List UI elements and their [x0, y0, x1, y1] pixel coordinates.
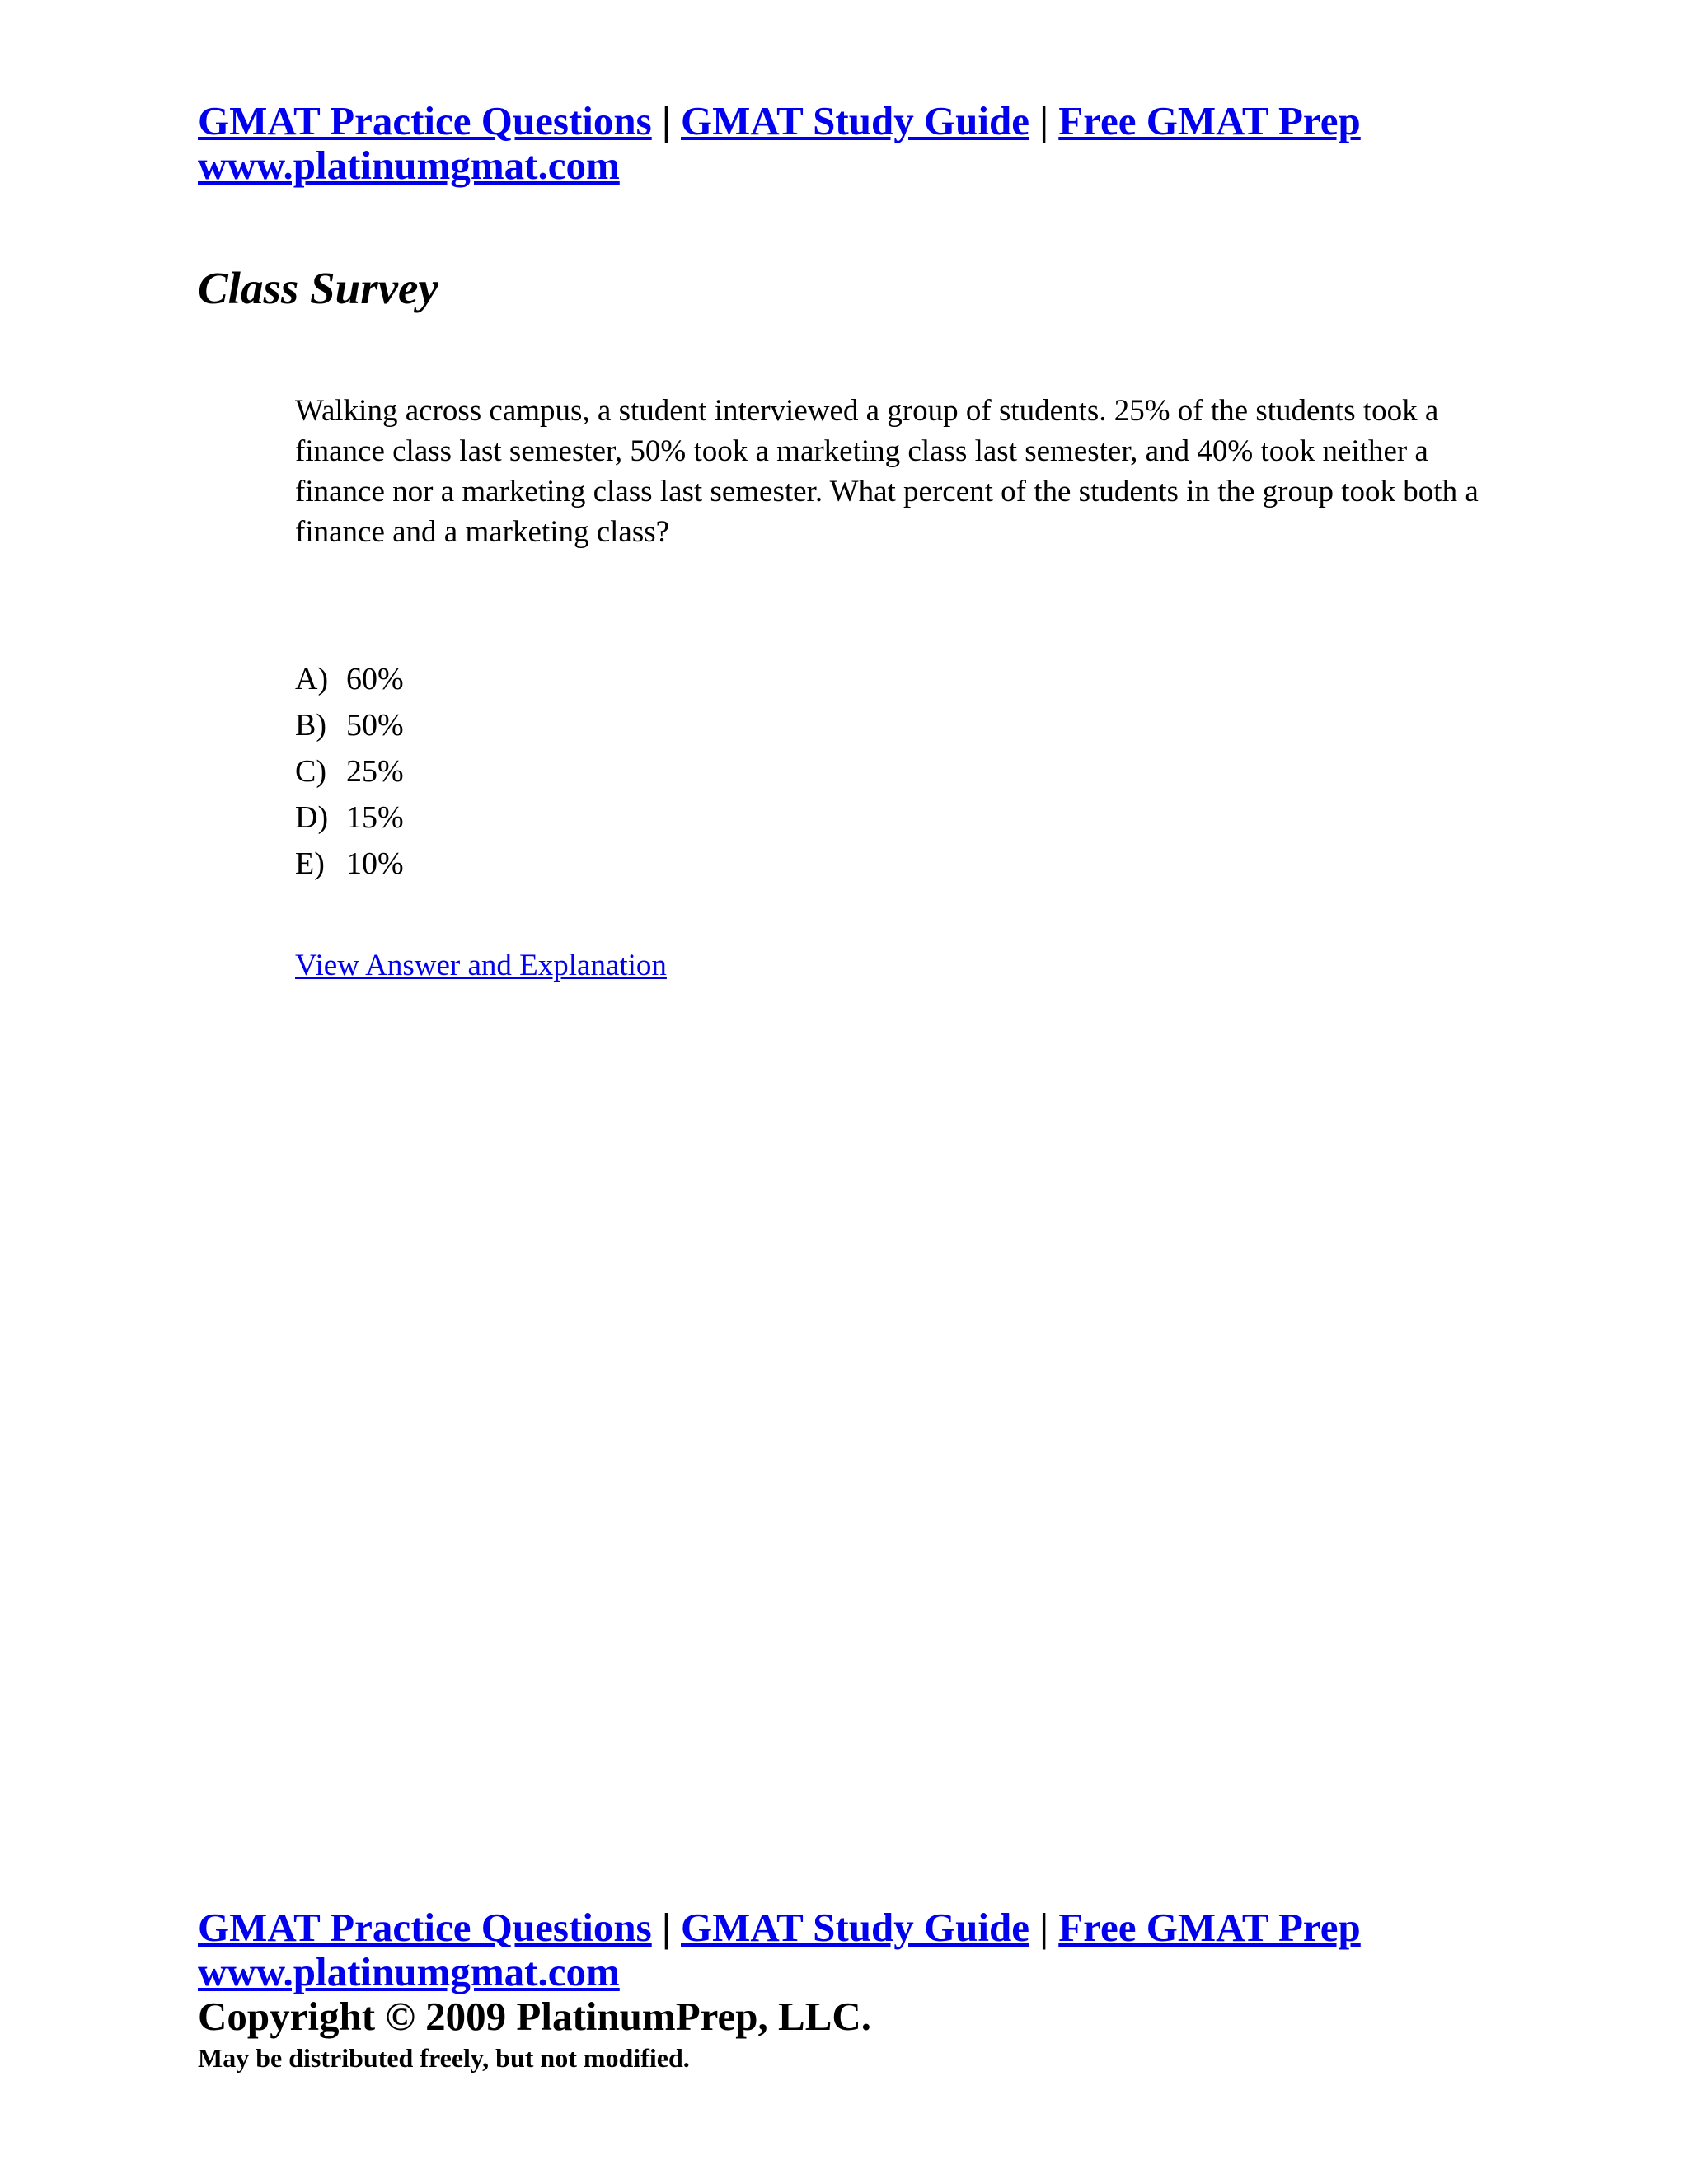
header-link-bar: [198, 99, 1361, 188]
choice-a: [295, 656, 404, 702]
choice-letter: A): [295, 662, 329, 696]
choice-letter: C): [295, 754, 326, 789]
footer-link-bar: [198, 1905, 1361, 1994]
free-gmat-prep-link[interactable]: Free GMAT Prep: [1058, 98, 1361, 143]
copyright-text: Copyright © 2009 PlatinumPrep, LLC.: [198, 1994, 872, 2039]
link-separator: |: [1039, 98, 1049, 143]
page-title: Class Survey: [198, 263, 438, 313]
choice-value: 10%: [346, 846, 404, 881]
website-link[interactable]: www.platinumgmat.com: [198, 143, 620, 188]
gmat-practice-questions-link[interactable]: GMAT Practice Questions: [198, 98, 652, 143]
choice-e: [295, 841, 404, 887]
choice-value: 60%: [346, 662, 404, 696]
gmat-study-guide-link[interactable]: GMAT Study Guide: [681, 98, 1029, 143]
choice-value: 50%: [346, 708, 404, 743]
link-separator: |: [661, 98, 671, 143]
choice-value: 15%: [346, 800, 404, 835]
gmat-study-guide-link[interactable]: GMAT Study Guide: [681, 1905, 1029, 1950]
view-answer-link[interactable]: View Answer and Explanation: [295, 949, 667, 982]
link-separator: |: [661, 1905, 671, 1950]
gmat-practice-questions-link[interactable]: GMAT Practice Questions: [198, 1905, 652, 1950]
link-separator: |: [1039, 1905, 1049, 1950]
choice-value: 25%: [346, 754, 404, 789]
choice-c: [295, 748, 404, 794]
choice-letter: B): [295, 708, 326, 743]
distribution-notice: May be distributed freely, but not modified.: [198, 2043, 690, 2073]
choice-letter: D): [295, 800, 329, 835]
answer-choices: [295, 656, 404, 887]
free-gmat-prep-link[interactable]: Free GMAT Prep: [1058, 1905, 1361, 1950]
choice-letter: E): [295, 846, 325, 881]
choice-b: [295, 702, 404, 748]
question-text: Walking across campus, a student interviewed a group of students. 25% of the students took a finance class last semester, 50% took a marketing class last semester, and 40% took neither a finance nor a marketing class last semester. What percent of the students in the group took both a finance and a marketing class?: [295, 394, 1479, 549]
choice-d: [295, 794, 404, 841]
website-link[interactable]: www.platinumgmat.com: [198, 1949, 620, 1994]
